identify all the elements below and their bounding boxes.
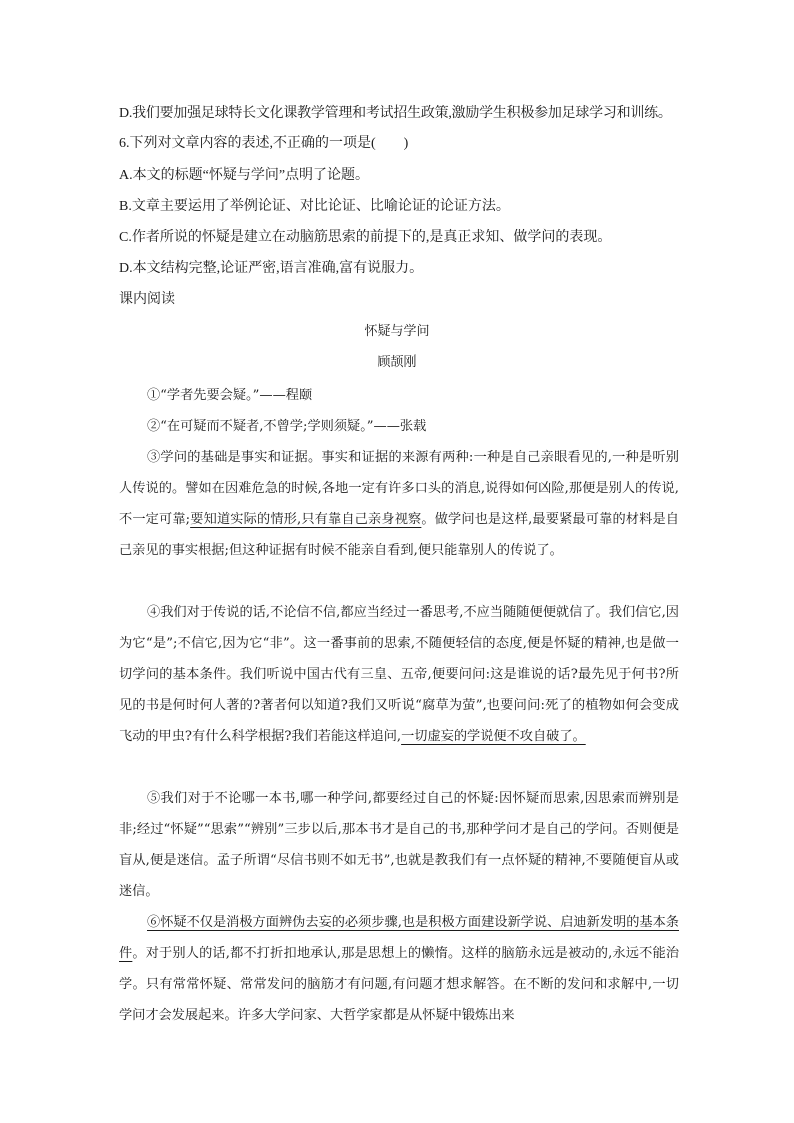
paragraph-4-underlined: 一切虚妄的学说便不攻自破了。 [401,729,586,744]
paragraph-3-text-a: ③学问的基础是事实和证据。事实和证据的来源有两种:一种是自己亲眼看见的,一种是听别人传说的。譬如在因难危急的时候,各地一定有许多口头的消息,说得如何凶险,那便是别人的传说,不一定可靠; [119,450,679,527]
question5-option-d: D.我们要加强足球特长文化课教学管理和考试招生政策,激励学生积极参加足球学习和训练。 [119,106,672,121]
question6-option-a: A.本文的标题“怀疑与学问”点明了论题。 [119,168,370,183]
paragraph-6 [119,907,679,1031]
question6-option-c: C.作者所说的怀疑是建立在动脑筋思索的前提下的,是真正求知、做学问的表现。 [119,230,612,245]
paragraph-4-text-a: ④我们对于传说的话,不论信不信,都应当经过一番思考,不应当随随便便就信了。我们信它,因为它“是”;不信它,因为它“非”。这一番事前的思索,不随便轻信的态度,便是怀疑的精神,也是做一切学问的基本条件。我们听说中国古代有三皇、五帝,便要问问:这是谁说的话?最先见于何书?所见的书是何时何人著的?著者何以知道?我们又听说“腐草为萤”,也要问问:死了的植物如何会变成飞动的甲虫?有什么科学根据?我们若能这样追问, [119,605,679,744]
paragraph-2: ②“在可疑而不疑者,不曾学;学则须疑。”——张载 [147,419,427,434]
section-label: 课内阅读 [119,292,175,307]
question6-option-b: B.文章主要运用了举例论证、对比论证、比喻论证的论证方法。 [119,199,510,214]
paragraph-3-text-b: 。做学问也是这样,最要紧最可靠的材料是自己亲见的事实根据;但这种证据有时候不能亲自看到,便只能靠别人的传说了。 [119,512,679,558]
paragraph-3-underlined: 要知道实际的情形,只有靠自己亲身视察 [190,512,422,527]
paragraph-5: ⑤我们对于不论哪一本书,哪一种学问,都要经过自己的怀疑:因怀疑而思索,因思索而辨别是非;经过“怀疑”“思索”“辨别”三步以后,那本书才是自己的书,那种学问才是自己的学问。否则便是盲从,便是迷信。孟子所谓“尽信书则不如无书”,也就是教我们有一点怀疑的精神,不要随便盲从或迷信。 [119,791,679,899]
article-title: 怀疑与学问 [364,324,430,339]
paragraph-3 [119,442,679,566]
article-author: 顾颉刚 [377,355,417,370]
paragraph-6-underlined: ⑥怀疑不仅是消极方面辨伪去妄的必须步骤,也是积极方面建设新学说、启迪新发明的基本条件 [119,915,679,961]
question6-stem: 6.下列对文章内容的表述,不正确的一项是( ) [119,136,409,151]
question6-option-d: D.本文结构完整,论证严密,语言准确,富有说服力。 [119,261,424,276]
paragraph-6-text-b: 。对于别人的话,都不打折扣地承认,那是思想上的懒惰。这样的脑筋永远是被动的,永远不能治学。只有常常怀疑、常常发问的脑筋才有问题,有问题才想求解答。在不断的发问和求解中,一切学问才会发展起来。许多大学问家、大哲学家都是从怀疑中锻炼出来 [119,946,680,1023]
paragraph-1: ①“学者先要会疑。”——程颐 [147,388,313,403]
paragraph-4 [119,597,679,752]
